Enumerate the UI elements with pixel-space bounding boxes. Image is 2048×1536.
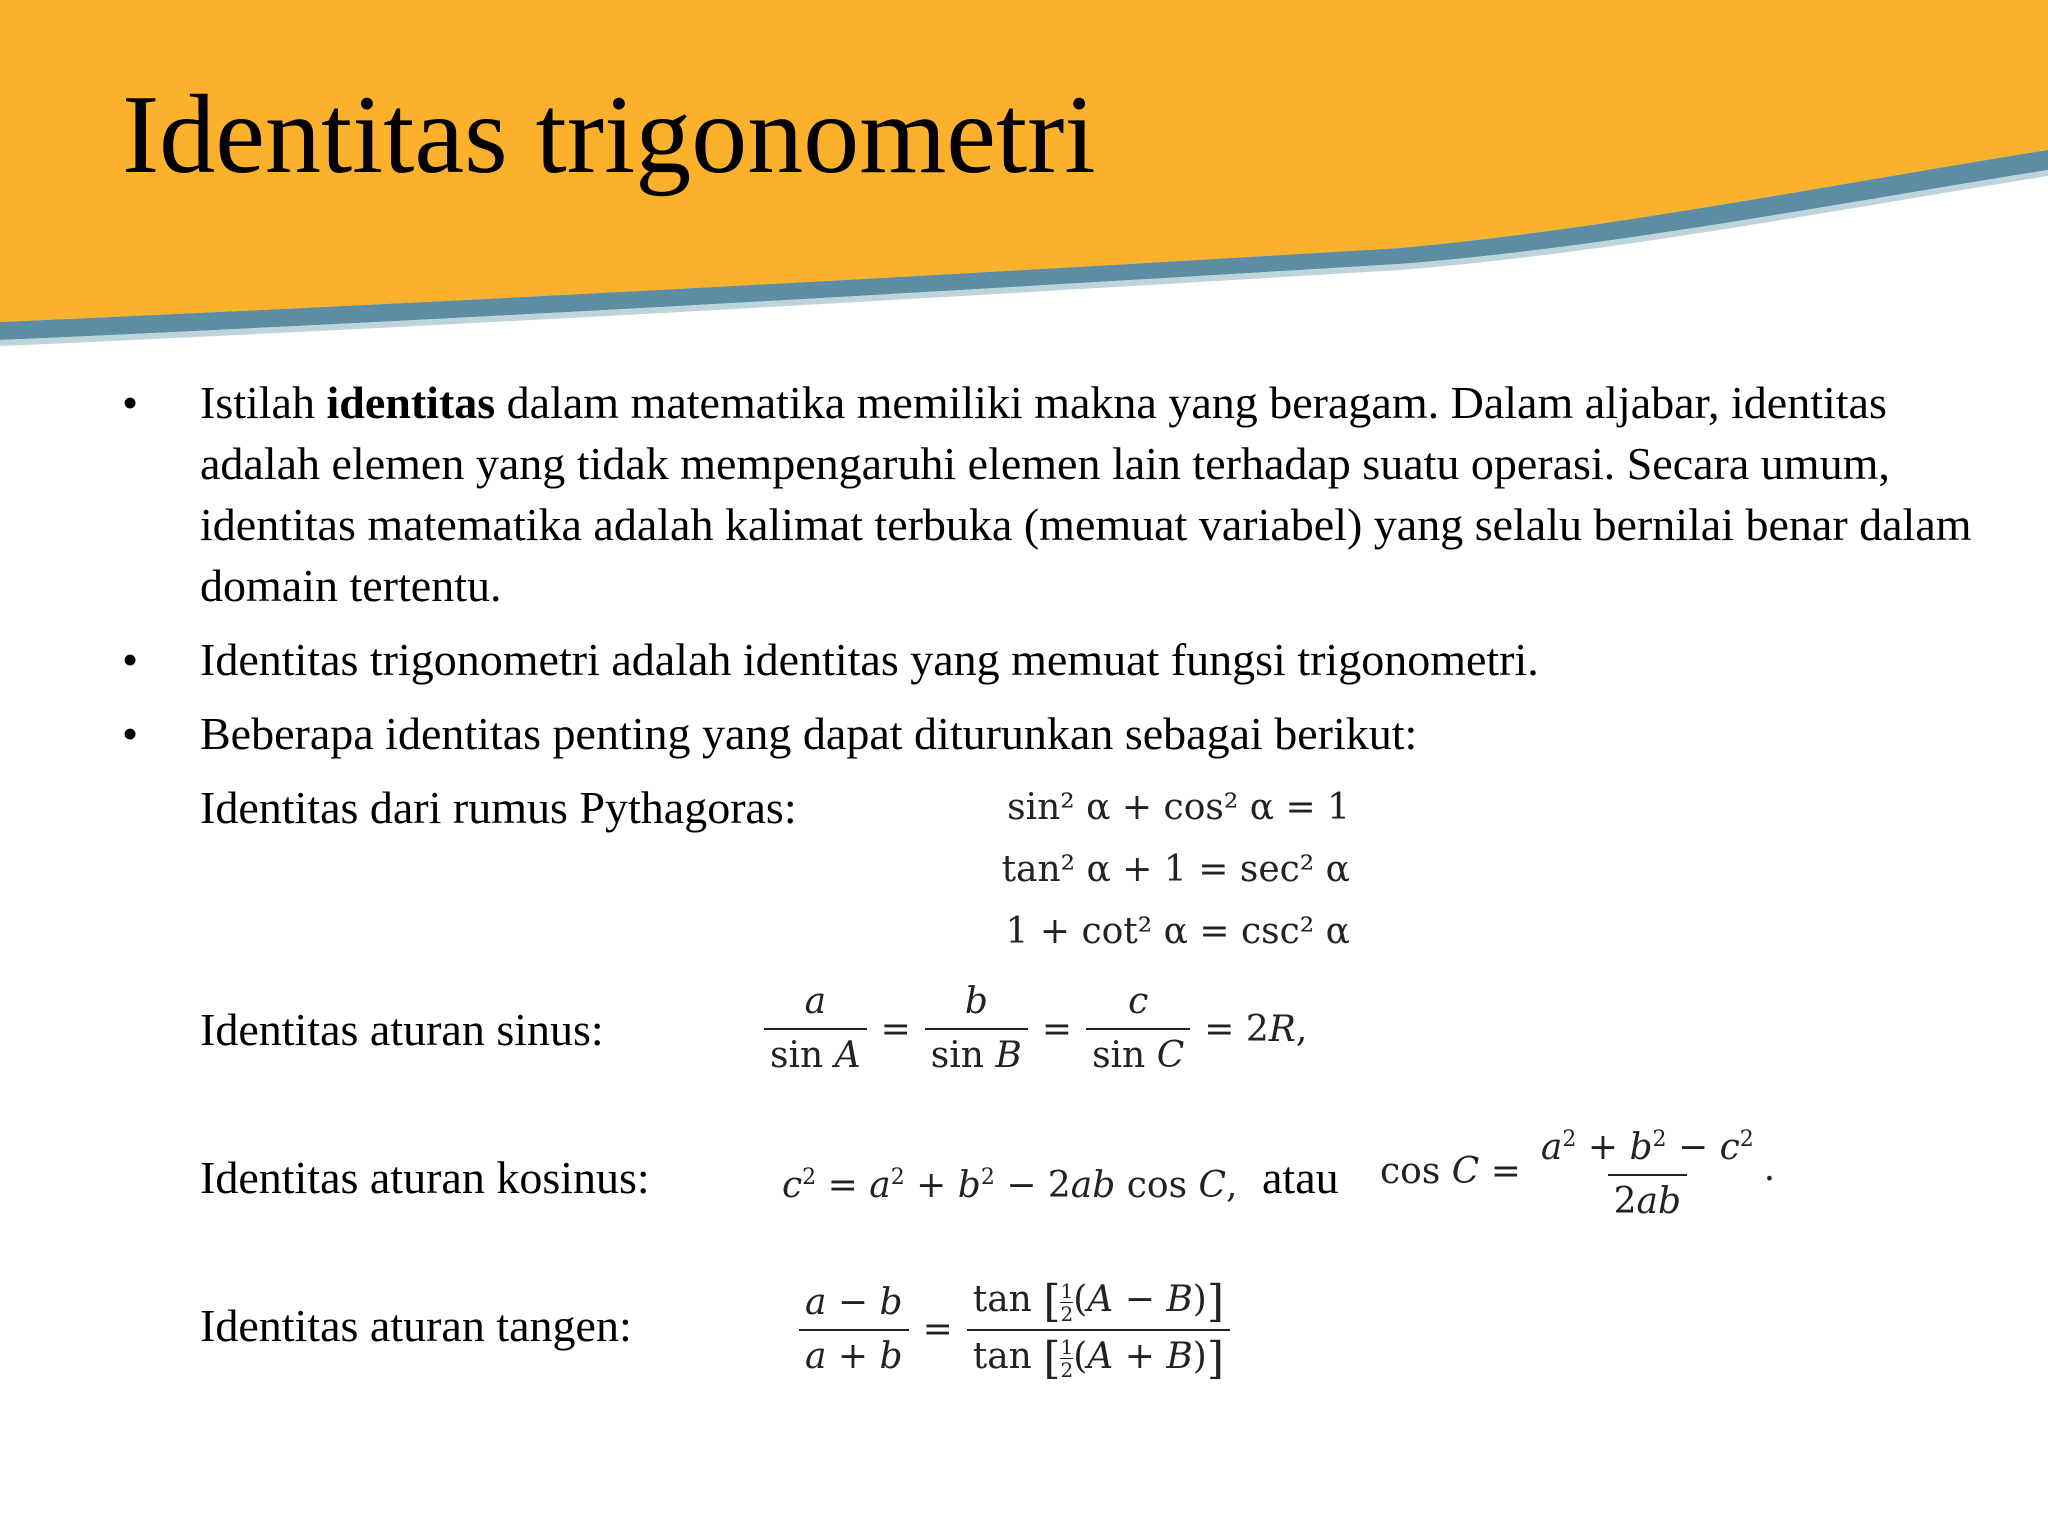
bullet-icon: • (122, 377, 139, 428)
pythagoras-formulas (1000, 777, 1350, 963)
bullet-list (122, 372, 2002, 764)
kosinus-connector: atau (1262, 1152, 1339, 1203)
sinus-formula: $\frac{a}{\text{sin A}}$ = $\frac{b}{\text{sin B}}$ = $\frac{c}{\text{sin C}}$ = 2R, (760, 980, 1317, 1078)
bullet-icon: • (122, 634, 139, 685)
kosinus-formula-right: cos C = $\frac{a^2 + b^2 - c^2}{2ab}$ . (1380, 1127, 1776, 1222)
bullet-item (122, 372, 2002, 616)
bullet-icon: • (122, 708, 139, 759)
bullet-item (122, 703, 2002, 764)
kosinus-label: Identitas aturan kosinus: (200, 1152, 650, 1203)
kosinus-formula-left: $c^2 = a^2 + b^2 - 2ab$ cos C, (782, 1165, 1238, 1206)
bullet3-text: Beberapa identitas penting yang dapat diturunkan sebagai berikut: (200, 708, 1418, 759)
bullet2-text: Identitas trigonometri adalah identitas yang memuat fungsi trigonometri. (200, 634, 1539, 685)
tangen-label: Identitas aturan tangen: (200, 1300, 632, 1351)
slide-title: Identitas trigonometri (122, 73, 1096, 197)
pythagoras-formula-2: tan² α + 1 = sec² α (1001, 849, 1350, 890)
pythagoras-formula-3: 1 + cot² α = csc² α (1005, 911, 1350, 952)
bullet1-bold-term: identitas (326, 377, 496, 428)
bullet-item (122, 629, 2002, 690)
bullet1-text-start: Istilah (200, 377, 327, 428)
sinus-label: Identitas aturan sinus: (200, 1004, 604, 1055)
bullet1-text-rest: dalam matematika memiliki makna yang beragam. Dalam aljabar, identitas adalah elemen yang tidak mempengaruhi elemen lain terhadap suatu operasi. Secara umum, identitas matematika adalah kalimat terbuka (memuat variabel) yang selalu bernilai benar dalam domain tertentu. (200, 377, 1972, 611)
tangen-formula: $\frac{a - b}{a + b}$ = tan [ $\frac{1}{2}$ (A − B)] tan [ $\frac{1}{2}$ (A + B)] (795, 1278, 1234, 1381)
pythagoras-label: Identitas dari rumus Pythagoras: (200, 782, 797, 833)
pythagoras-formula-1: sin² α + cos² α = 1 (1007, 787, 1350, 828)
